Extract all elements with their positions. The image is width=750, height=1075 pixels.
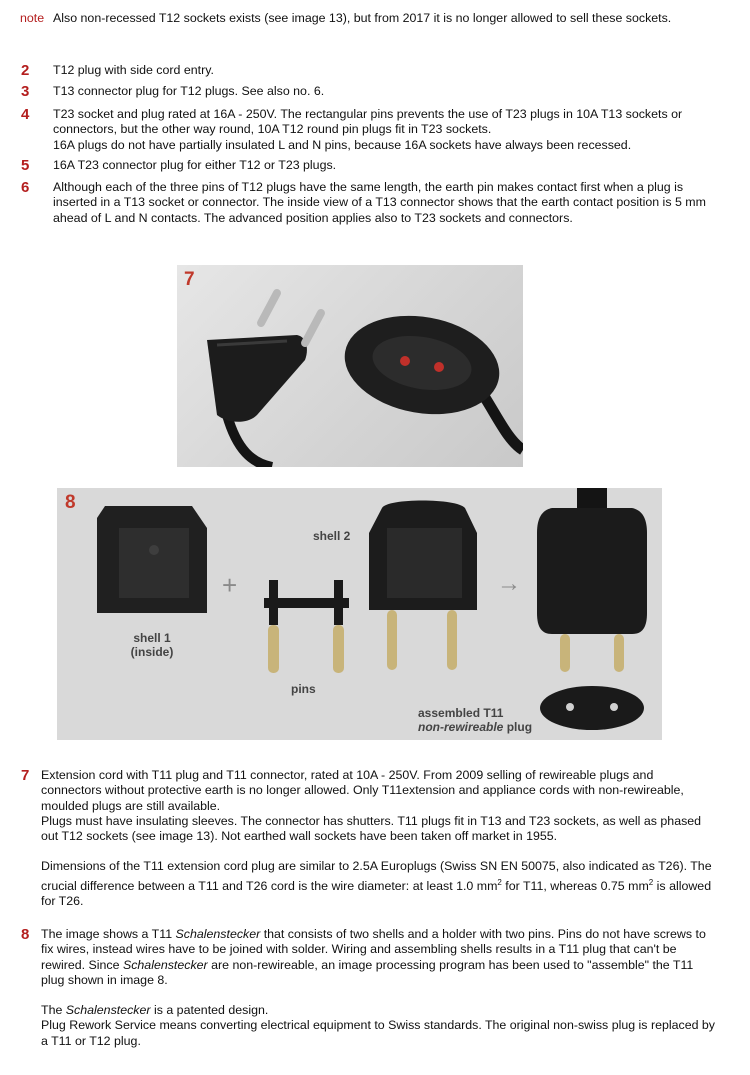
text-run: are non-rewireable, an image processing program has been used to "assemble" the T11 plug shown in image 8. xyxy=(41,957,694,987)
item-8-paragraph-1 xyxy=(41,927,716,988)
item-number: 4 xyxy=(21,106,30,123)
item-number: 6 xyxy=(21,179,30,196)
note-label: note xyxy=(20,11,45,25)
item-line: Although each of the three pins of T12 plugs have the same length, the earth pin makes contact first when a plug is inserted in a T13 socket or connector. The inside view of a T13 connector shows that the earth contact position is 5 mm ahead of L and N contacts. The advanced position applies also to T23 sockets and connectors. xyxy=(53,180,706,225)
shell-1-label xyxy=(122,631,182,659)
item-8-text xyxy=(41,927,716,1049)
assembled-label-italic: non-rewireable xyxy=(418,720,504,734)
text-run: The xyxy=(41,1003,66,1018)
item-text xyxy=(53,63,713,78)
item-number: 5 xyxy=(21,157,30,174)
pins-label: pins xyxy=(291,682,316,696)
figure-8-photo xyxy=(57,488,662,740)
item-7-text xyxy=(41,768,716,910)
assembled-label-line: assembled T11 xyxy=(418,706,504,720)
text-run: that consists of two shells and a holder with two pins. Pins do not have screws to fix wires, instead wires have to be joined with solder. Wiring and assembling shells results in a T11 plug that can't be rewired. Since xyxy=(41,927,706,972)
assembled-label-rest: plug xyxy=(503,720,533,734)
schalenstecker-parts-illustration xyxy=(57,488,662,740)
item-7-line: Plugs must have insulating sleeves. The connector has shutters. T11 plugs fit in T13 and T23 sockets, as well as phased out T12 sockets (see image 13). Not earthed wall sockets have been taken off market in 1955. xyxy=(41,813,702,844)
item-text xyxy=(53,107,713,153)
item-7-line: Extension cord with T11 plug and T11 connector, rated at 10A - 250V. From 2009 selling of rewireable plugs and connectors without protective earth is no longer allowed. Only T11extension and appliance cords with non-rewireable, moulded plugs are still available. xyxy=(41,768,684,813)
item-line: T12 plug with side cord entry. xyxy=(53,63,214,77)
item-line: T13 connector plug for T12 plugs. See also no. 6. xyxy=(53,84,325,98)
item-number: 3 xyxy=(21,83,30,100)
item-8-line: Plug Rework Service means converting electrical equipment to Swiss standards. The original non-swiss plug is replaced by a T11 or T12 plug. xyxy=(41,1018,716,1048)
shell-2-label: shell 2 xyxy=(313,529,351,543)
text-run: is a patented design. xyxy=(150,1003,269,1018)
item-line: 16A T23 connector plug for either T12 or T23 plugs. xyxy=(53,158,337,172)
italic-run: Schalenstecker xyxy=(65,1003,151,1018)
figure-number: 7 xyxy=(184,269,195,290)
note-text: Also non-recessed T12 sockets exists (see image 13), but from 2017 it is no longer allowed to sell these sockets. xyxy=(53,11,672,25)
text-run: Dimensions of the T11 extension cord plug are similar to 2.5A Europlugs (Swiss SN EN 50075, also indicated as T26). The crucial difference between a T11 and T26 cord is the wire diameter: at least 1.0 mm xyxy=(41,859,712,893)
assembled-label xyxy=(418,706,532,734)
item-number: 7 xyxy=(21,767,30,784)
text-run: is allowed for T26. xyxy=(41,878,712,909)
item-7-paragraph-2 xyxy=(41,859,716,909)
figure-number: 8 xyxy=(65,492,76,513)
item-text xyxy=(53,84,713,99)
shell-1-label-line: (inside) xyxy=(130,645,174,659)
plus-sign: + xyxy=(222,570,238,600)
italic-run: Schalenstecker xyxy=(122,957,208,972)
item-line: 16A plugs do not have partially insulated L and N pins, because 16A sockets have always been recessed. xyxy=(53,137,632,152)
item-8-paragraph-2 xyxy=(41,1003,716,1018)
superscript: 2 xyxy=(497,877,502,887)
item-text xyxy=(53,158,713,173)
text-run: for T11, whereas 0.75 mm xyxy=(501,878,649,893)
item-line: T23 socket and plug rated at 16A - 250V. The rectangular pins prevents the use of T23 plugs in 10A T13 sockets or connectors, but the other way round, 10A T12 round pin plugs fit in T23 sockets. xyxy=(53,107,683,137)
plug-and-connector-illustration xyxy=(177,265,523,467)
figure-7-photo xyxy=(177,265,523,467)
arrow-sign: → xyxy=(497,570,521,597)
item-number: 8 xyxy=(21,926,30,943)
shell-1-label-line: shell 1 xyxy=(133,631,171,645)
item-text xyxy=(53,180,713,226)
text-run: The image shows a T11 xyxy=(41,927,176,941)
assembled-label-line xyxy=(418,720,532,734)
superscript: 2 xyxy=(648,877,654,887)
item-number: 2 xyxy=(21,62,30,79)
italic-run: Schalenstecker xyxy=(175,927,261,941)
